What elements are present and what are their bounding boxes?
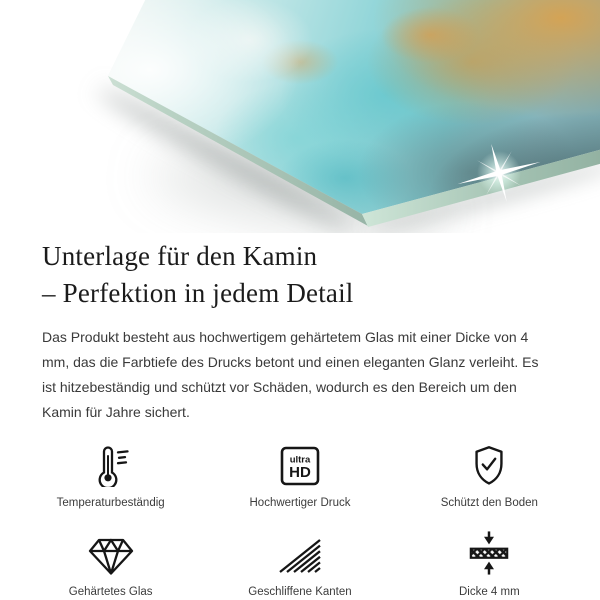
feature-label: Hochwertiger Druck: [249, 497, 351, 509]
ultra-hd-icon: [279, 445, 321, 487]
feature-label: Schützt den Boden: [440, 497, 538, 509]
feature-polished-edges: [205, 530, 394, 599]
svg-text:ultra: ultra: [289, 454, 311, 466]
diamond-icon: [87, 536, 135, 576]
feature-floor-protection: [395, 441, 584, 510]
feature-label: Gehärtetes Glas: [68, 586, 153, 598]
shield-check-icon: [466, 443, 512, 487]
thermometer-icon: [89, 443, 133, 487]
polished-edges-icon: [276, 536, 324, 576]
feature-temperature: [16, 441, 205, 510]
feature-label: Geschliffene Kanten: [248, 586, 352, 598]
product-image: [0, 0, 600, 233]
page-title: [42, 238, 600, 312]
feature-print-quality: [205, 441, 394, 510]
title-line-1: Unterlage für den Kamin: [42, 241, 318, 271]
thickness-4mm-icon: [466, 530, 512, 576]
feature-tempered-glass: [16, 530, 205, 599]
title-line-2: – Perfektion in jedem Detail: [42, 278, 354, 308]
feature-thickness: [395, 530, 584, 599]
feature-grid: [16, 441, 584, 599]
product-description: Das Produkt besteht aus hochwertigem gehärtetem Glas mit einer Dicke von 4 mm, das die Farbtiefe des Drucks betont und einen eleganten Glanz verleiht. Es ist hitzebeständig und schützt vor Schäden, wodurch es den Bereich um den Kamin für Jahre sichert.: [42, 329, 539, 420]
sparkle-icon: [453, 127, 545, 219]
feature-label: Temperaturbeständig: [56, 497, 165, 509]
svg-text:HD: HD: [289, 464, 311, 481]
feature-label: Dicke 4 mm: [458, 586, 520, 598]
